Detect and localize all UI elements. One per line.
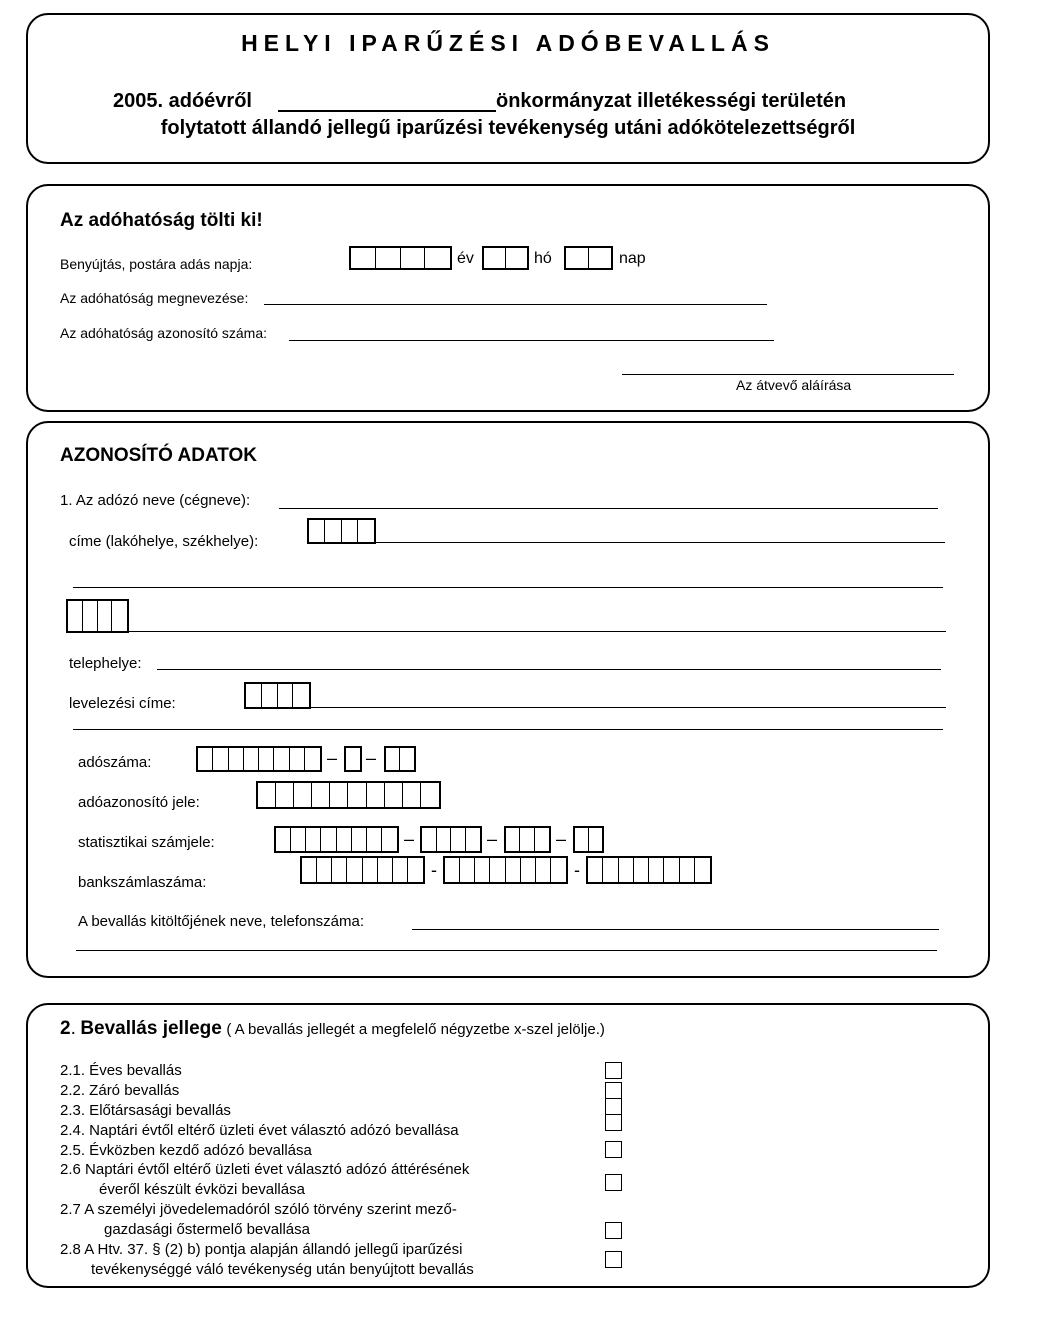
tax-number-boxes-a[interactable] (196, 746, 322, 772)
stat-label: statisztikai számjele: (78, 834, 215, 851)
tax-id-boxes[interactable] (256, 781, 441, 809)
address-line-1[interactable] (376, 542, 945, 543)
filler-label: A bevallás kitöltőjének neve, telefonszáma: (78, 913, 365, 930)
stat-dash-2: – (487, 829, 498, 849)
signature-label: Az átvevő aláírása (736, 377, 852, 393)
item-2-2-label: 2.2. Záró bevallás (60, 1082, 180, 1099)
mail-label: levelezési címe: (69, 695, 176, 712)
bank-label: bankszámlaszáma: (78, 874, 207, 891)
signature-line[interactable] (622, 374, 954, 375)
bank-boxes-c[interactable] (586, 856, 712, 884)
checkbox-2-7[interactable] (605, 1222, 622, 1239)
subtitle-line2: folytatott állandó jellegű iparűzési tevékenység utáni adókötelezettségről (160, 117, 856, 139)
tax-number-boxes-b[interactable] (344, 746, 362, 772)
stat-boxes-c[interactable] (504, 826, 551, 853)
mail-line-2[interactable] (73, 729, 943, 730)
item-2-5-label: 2.5. Évközben kezdő adózó bevallása (60, 1142, 312, 1159)
address-zip-boxes[interactable] (307, 518, 376, 544)
item-2-1-label: 2.1. Éves bevallás (60, 1062, 182, 1079)
stat-boxes-b[interactable] (420, 826, 482, 853)
bank-hyphen-2: - (574, 860, 580, 880)
checkbox-2-3[interactable] (605, 1098, 622, 1115)
stat-boxes-d[interactable] (573, 826, 604, 853)
bank-boxes-a[interactable] (300, 856, 425, 884)
item-2-7-label-cont: gazdasági őstermelő bevallása (104, 1221, 310, 1238)
tax-number-boxes-c[interactable] (384, 746, 416, 772)
bank-boxes-b[interactable] (443, 856, 568, 884)
address-line-2[interactable] (73, 587, 943, 588)
site-label: telephelye: (69, 655, 142, 672)
mail-zip-boxes[interactable] (244, 682, 311, 709)
checkbox-2-6[interactable] (605, 1174, 622, 1191)
taxpayer-name-label: 1. Az adózó neve (cégneve): (60, 492, 251, 509)
subtitle-rest: önkormányzat illetékességi területén (496, 90, 847, 112)
filler-line-2[interactable] (76, 950, 937, 951)
checkbox-2-5[interactable] (605, 1141, 622, 1158)
address-line-3[interactable] (129, 631, 946, 632)
section2-heading (60, 1018, 605, 1040)
subtitle-year: 2005. adóévről (113, 90, 252, 112)
filler-line-1[interactable] (412, 929, 939, 930)
month-boxes[interactable] (482, 246, 529, 270)
authority-heading: Az adóhatóság tölti ki! (60, 210, 263, 231)
address2-zip-boxes[interactable] (66, 599, 129, 633)
day-boxes[interactable] (564, 246, 613, 270)
item-2-6-label: 2.6 Naptári évtől eltérő üzleti évet választó adózó áttérésének (60, 1161, 470, 1178)
tax-number-dash-2: – (366, 748, 377, 768)
section2-instruction: ( A bevallás jellegét a megfelelő négyzetbe x-szel jelölje.) (226, 1021, 605, 1038)
submission-label: Benyújtás, postára adás napja: (60, 256, 253, 272)
section2-number: 2 (60, 1018, 71, 1039)
year-label: év (457, 250, 474, 267)
tax-id-label: adóazonosító jele: (78, 794, 200, 811)
checkbox-2-2[interactable] (605, 1082, 622, 1099)
form-title: HELYI IPARŰZÉSI ADÓBEVALLÁS (241, 30, 775, 56)
stat-boxes-a[interactable] (274, 826, 399, 853)
address-label: címe (lakóhelye, székhelye): (69, 533, 259, 550)
section2-dot: . (70, 1018, 76, 1039)
day-label: nap (619, 250, 646, 267)
item-2-8-label: 2.8 A Htv. 37. § (2) b) pontja alapján állandó jellegű iparűzési (60, 1241, 463, 1258)
item-2-4-label: 2.4. Naptári évtől eltérő üzleti évet választó adózó bevallása (60, 1122, 459, 1139)
identity-heading: AZONOSÍTÓ ADATOK (60, 445, 258, 466)
authority-name-line[interactable] (264, 304, 767, 305)
authority-name-label: Az adóhatóság megnevezése: (60, 290, 249, 306)
item-2-8-label-cont: tevékenységgé váló tevékenység után benyújtott bevallás (91, 1261, 474, 1278)
site-line[interactable] (157, 669, 941, 670)
item-2-3-label: 2.3. Előtársasági bevallás (60, 1102, 231, 1119)
item-2-7-label: 2.7 A személyi jövedelemadóról szóló törvény szerint mező- (60, 1201, 457, 1218)
checkbox-2-1[interactable] (605, 1062, 622, 1079)
stat-dash-3: – (556, 829, 567, 849)
tax-number-dash-1: – (327, 748, 338, 768)
year-boxes[interactable] (349, 246, 452, 270)
stat-dash-1: – (404, 829, 415, 849)
taxpayer-name-line[interactable] (279, 508, 938, 509)
tax-number-label: adószáma: (78, 754, 152, 771)
checkbox-2-4[interactable] (605, 1114, 622, 1131)
month-label: hó (534, 250, 552, 267)
authority-id-label: Az adóhatóság azonosító száma: (60, 325, 268, 341)
item-2-6-label-cont: éveről készült évközi bevallása (99, 1181, 305, 1198)
mail-line-1[interactable] (311, 707, 946, 708)
section2-title: Bevallás jellege (80, 1018, 222, 1039)
municipality-line[interactable] (278, 110, 496, 112)
authority-id-line[interactable] (289, 340, 774, 341)
checkbox-2-8[interactable] (605, 1251, 622, 1268)
bank-hyphen-1: - (431, 860, 437, 880)
